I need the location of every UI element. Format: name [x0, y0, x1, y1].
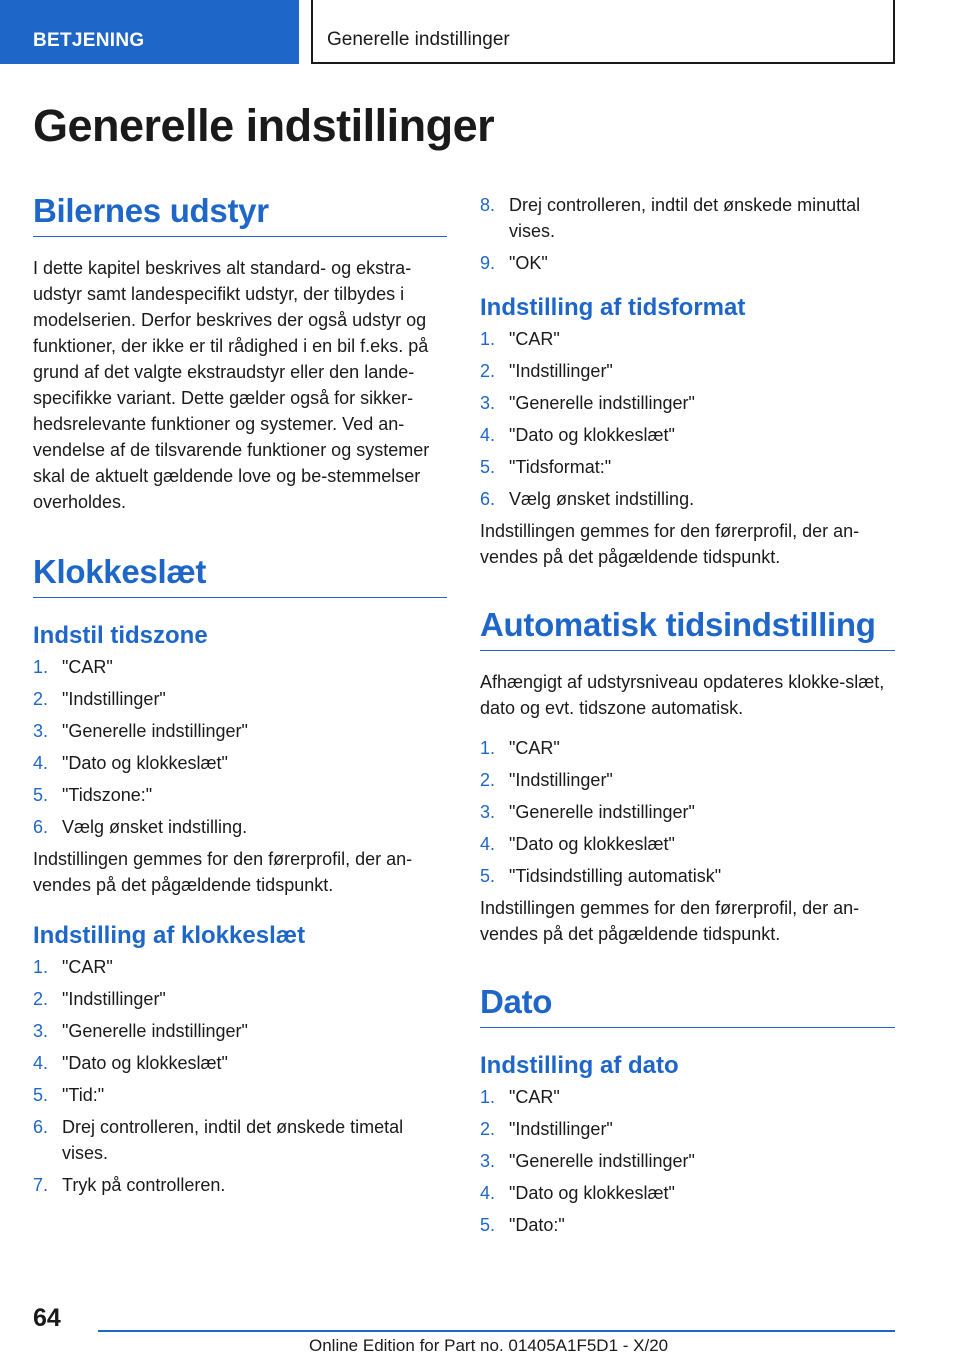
heading-timezone: Indstil tidszone: [33, 622, 208, 649]
footer-divider: [98, 1330, 895, 1332]
step-number: 1.: [33, 957, 49, 977]
list-item: [33, 1082, 447, 1108]
step-number: 2.: [480, 1119, 496, 1139]
list-item: [33, 718, 447, 744]
header-chapter: [311, 0, 895, 64]
list-item: [33, 654, 447, 680]
step-text: Tryk på controlleren.: [62, 1175, 226, 1195]
step-text: "Tidsindstilling automatisk": [509, 866, 722, 886]
list-item: [33, 750, 447, 776]
step-text: "Indstillinger": [509, 361, 613, 381]
footer-edition: Online Edition for Part no. 01405A1F5D1 - X/20: [309, 1336, 669, 1355]
step-text: "Dato:": [509, 1215, 565, 1235]
equipment-text: I dette kapitel beskrives alt standard- og ekstra-udstyr samt landespecifikt udstyr, der tilbydes i modelserien. Derfor beskrives der også udstyr og funktioner, der ikke er til rådighed i en bil f.eks. på grund af det valgte ekstraudstyr eller den lande-specifikke variant. Dette gælder også for sikker-hedsrelevante funktioner og systemer. Ved an-vendelse af de tilsvarende funktioner og systemer skal de aktuelt gældende love og be-stemmelser overholdes.: [33, 258, 430, 512]
list-item: [480, 831, 895, 857]
step-number: 5.: [480, 457, 496, 477]
list-item: [33, 986, 447, 1012]
list-item: [480, 1148, 895, 1174]
step-text: "Tidszone:": [62, 785, 153, 805]
list-item: [480, 390, 895, 416]
step-text: "Indstillinger": [509, 1119, 613, 1139]
list-item: [480, 1116, 895, 1142]
step-text: "CAR": [62, 657, 113, 677]
step-number: 6.: [480, 489, 496, 509]
step-number: 5.: [480, 866, 496, 886]
step-text: Drej controlleren, indtil det ønskede minuttal vises.: [509, 195, 861, 241]
set-date-steps: [480, 1084, 895, 1238]
list-item: [480, 454, 895, 480]
time-format-steps: [480, 326, 895, 512]
list-item: [480, 358, 895, 384]
list-item: [33, 814, 447, 840]
step-text: "Generelle indstillinger": [509, 1151, 695, 1171]
list-item: [33, 1050, 447, 1076]
step-number: 6.: [33, 1117, 49, 1137]
step-number: 3.: [480, 1151, 496, 1171]
step-number: 3.: [480, 802, 496, 822]
time-format-note: Indstillingen gemmes for den førerprofil, der an-vendes på det pågældende tidspunkt.: [480, 521, 860, 567]
step-number: 4.: [480, 834, 496, 854]
step-number: 4.: [480, 1183, 496, 1203]
auto-time-note: Indstillingen gemmes for den førerprofil, der an-vendes på det pågældende tidspunkt.: [480, 898, 860, 944]
list-item: [480, 1180, 895, 1206]
step-text: "Indstillinger": [62, 989, 166, 1009]
header-chapter-label: Generelle indstillinger: [327, 29, 510, 50]
step-number: 1.: [480, 738, 496, 758]
step-text: Vælg ønsket indstilling.: [509, 489, 695, 509]
timezone-note: Indstillingen gemmes for den førerprofil, der an-vendes på det pågældende tidspunkt.: [33, 849, 413, 895]
page-number: 64: [33, 1304, 61, 1332]
step-text: "CAR": [62, 957, 113, 977]
step-number: 4.: [33, 753, 49, 773]
list-item: [33, 686, 447, 712]
heading-time-format: Indstilling af tidsformat: [480, 294, 746, 321]
step-number: 5.: [33, 1085, 49, 1105]
step-text: "Indstillinger": [62, 689, 166, 709]
list-item: [480, 799, 895, 825]
step-text: "Dato og klokkeslæt": [62, 753, 228, 773]
step-number: 1.: [480, 329, 496, 349]
heading-date: Dato: [480, 983, 895, 1028]
list-item: [480, 767, 895, 793]
step-number: 2.: [480, 361, 496, 381]
step-number: 4.: [480, 425, 496, 445]
step-number: 5.: [480, 1215, 496, 1235]
list-item: [480, 250, 895, 276]
step-text: "Dato og klokkeslæt": [62, 1053, 228, 1073]
page-title: Generelle indstillinger: [33, 100, 495, 151]
step-number: 6.: [33, 817, 49, 837]
step-text: "Generelle indstillinger": [509, 802, 695, 822]
step-number: 3.: [480, 393, 496, 413]
list-item: [480, 1212, 895, 1238]
auto-time-intro: Afhængigt af udstyrsniveau opdateres klokke-slæt, dato og evt. tidszone automatisk.: [480, 672, 885, 718]
list-item: [33, 954, 447, 980]
heading-clock: Klokkeslæt: [33, 553, 447, 598]
step-number: 8.: [480, 195, 496, 215]
step-text: "OK": [509, 253, 548, 273]
list-item: [480, 1084, 895, 1110]
step-text: "Generelle indstillinger": [62, 1021, 248, 1041]
step-text: "Tid:": [62, 1085, 105, 1105]
heading-equipment: Bilernes udstyr: [33, 192, 447, 237]
step-text: "CAR": [509, 329, 560, 349]
header-section-label: BETJENING: [33, 30, 145, 51]
list-item: [480, 422, 895, 448]
step-number: 7.: [33, 1175, 49, 1195]
step-number: 2.: [480, 770, 496, 790]
step-text: "Indstillinger": [509, 770, 613, 790]
list-item: [480, 192, 895, 244]
step-number: 9.: [480, 253, 496, 273]
step-text: "Dato og klokkeslæt": [509, 834, 675, 854]
step-number: 3.: [33, 721, 49, 741]
list-item: [480, 486, 895, 512]
list-item: [480, 326, 895, 352]
step-number: 1.: [480, 1087, 496, 1107]
list-item: [480, 863, 895, 889]
step-text: Drej controlleren, indtil det ønskede timetal vises.: [62, 1117, 404, 1163]
auto-time-steps: [480, 735, 895, 889]
step-text: "CAR": [509, 738, 560, 758]
step-text: Vælg ønsket indstilling.: [62, 817, 248, 837]
timezone-steps: [33, 654, 447, 840]
list-item: [33, 1114, 447, 1166]
left-column: [33, 192, 447, 1204]
heading-set-time: Indstilling af klokkeslæt: [33, 922, 306, 949]
step-number: 5.: [33, 785, 49, 805]
step-number: 1.: [33, 657, 49, 677]
list-item: [33, 782, 447, 808]
list-item: [480, 735, 895, 761]
step-number: 2.: [33, 689, 49, 709]
right-column: [480, 192, 895, 1244]
step-text: "Generelle indstillinger": [62, 721, 248, 741]
set-time-steps: [33, 954, 447, 1198]
step-number: 2.: [33, 989, 49, 1009]
step-text: "Dato og klokkeslæt": [509, 425, 675, 445]
set-time-steps-continued: [480, 192, 895, 276]
step-text: "Generelle indstillinger": [509, 393, 695, 413]
step-number: 3.: [33, 1021, 49, 1041]
step-text: "Dato og klokkeslæt": [509, 1183, 675, 1203]
step-text: "CAR": [509, 1087, 560, 1107]
heading-auto-time: Automatisk tidsindstilling: [480, 606, 895, 651]
list-item: [33, 1172, 447, 1198]
step-number: 4.: [33, 1053, 49, 1073]
step-text: "Tidsformat:": [509, 457, 612, 477]
list-item: [33, 1018, 447, 1044]
header-section: [0, 0, 299, 64]
heading-set-date: Indstilling af dato: [480, 1052, 679, 1079]
